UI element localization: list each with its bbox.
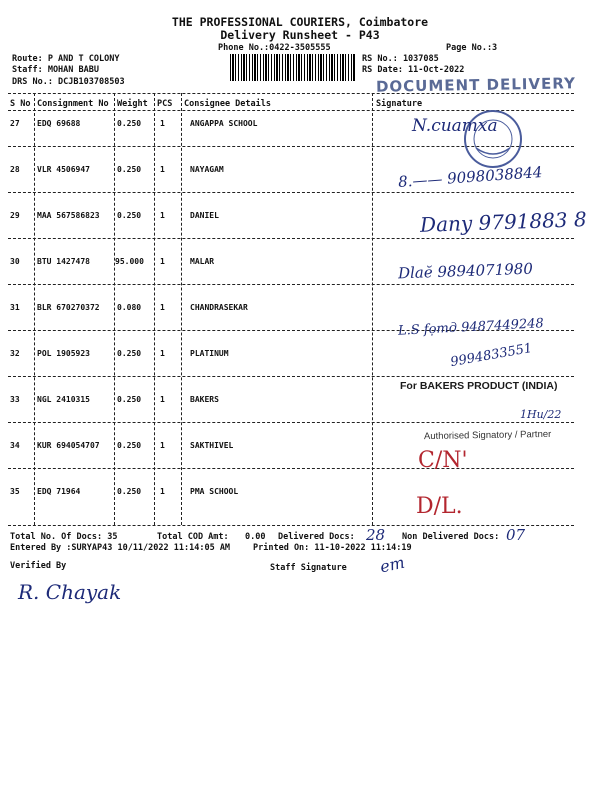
total-cod-value: 0.00 (245, 532, 266, 542)
row-consignment: VLR 4506947 (37, 165, 90, 174)
document-title: THE PROFESSIONAL COURIERS, Coimbatore (171, 15, 429, 29)
col-sno: S No (10, 99, 31, 109)
row-pcs: 1 (160, 165, 165, 174)
total-cod-label: Total COD Amt: (157, 532, 229, 542)
row-pcs: 1 (160, 211, 165, 220)
rs-date: RS Date: 11-Oct-2022 (362, 65, 465, 75)
row-weight: 0.250 (117, 349, 142, 358)
verified-by-label: Verified By (10, 561, 67, 571)
row-pcs: 1 (160, 303, 165, 312)
non-delivered-count: 07 (506, 526, 526, 544)
document-delivery-stamp: DOCUMENT DELIVERY (375, 74, 577, 96)
row-pcs: 1 (160, 487, 165, 496)
row-weight: 0.080 (117, 303, 142, 312)
company-stamp-name: For BAKERS PRODUCT (INDIA) (400, 380, 558, 392)
handwritten-date-33: 1Hu/22 (520, 408, 562, 421)
drs-number: DRS No.: DCJB103708503 (12, 77, 125, 87)
row-rule (8, 284, 574, 285)
total-docs: Total No. Of Docs: 35 (10, 532, 118, 542)
row-pcs: 1 (160, 257, 165, 266)
col-pcs: PCS (157, 99, 173, 109)
row-sno: 27 (10, 119, 20, 128)
row-pcs: 1 (160, 441, 165, 450)
row-consignee: MALAR (190, 257, 215, 266)
divider (372, 93, 373, 525)
row-consignee: PMA SCHOOL (190, 487, 239, 496)
row-sno: 32 (10, 349, 20, 358)
barcode (230, 54, 355, 81)
row-consignment: KUR 694054707 (37, 441, 100, 450)
handwritten-mark-35: D/L. (416, 494, 463, 519)
company-stamp-signatory: Authorised Signatory / Partner (423, 428, 552, 443)
row-pcs: 1 (160, 119, 165, 128)
row-consignment: NGL 2410315 (37, 395, 90, 404)
row-consignee: ANGAPPA SCHOOL (190, 119, 258, 128)
row-sno: 28 (10, 165, 20, 174)
phone-number: Phone No.:0422-3505555 (218, 43, 331, 53)
handwritten-sign-29: Dany 9791883 8 (419, 207, 588, 237)
row-consignee: NAYAGAM (190, 165, 224, 174)
row-weight: 0.250 (117, 211, 142, 220)
handwritten-sign-30: Dlaĕ 9894071980 (397, 259, 534, 283)
row-rule (8, 376, 574, 377)
rs-number: RS No.: 1037085 (362, 54, 439, 64)
delivered-docs-count: 28 (366, 526, 386, 544)
row-consignee: DANIEL (190, 211, 219, 220)
row-consignee: SAKTHIVEL (190, 441, 234, 450)
row-sno: 29 (10, 211, 20, 220)
row-sno: 35 (10, 487, 20, 496)
staff-signature-scribble: em (378, 552, 407, 577)
delivered-docs-label: Delivered Docs: (278, 532, 355, 542)
verified-signature: R. Chayak (18, 580, 122, 604)
handwritten-sign-28: 8.—— 9098038844 (397, 162, 543, 192)
row-consignment: EDQ 69688 (37, 119, 81, 128)
printed-on: Printed On: 11-10-2022 11:14:19 (253, 543, 412, 553)
col-signature: Signature (376, 99, 423, 109)
row-consignment: MAA 567586823 (37, 211, 100, 220)
row-weight: 0.250 (117, 487, 142, 496)
row-weight: 95.000 (115, 257, 144, 266)
row-rule (8, 422, 574, 423)
col-consignee: Consignee Details (184, 99, 271, 109)
route: Route: P AND T COLONY (12, 54, 120, 64)
row-sno: 31 (10, 303, 20, 312)
table-bottom-rule (8, 525, 574, 526)
row-pcs: 1 (160, 349, 165, 358)
row-sno: 33 (10, 395, 20, 404)
runsheet-title: Delivery Runsheet - P43 (220, 28, 380, 42)
row-consignee: PLATINUM (190, 349, 229, 358)
row-sno: 30 (10, 257, 20, 266)
staff-signature-label: Staff Signature (270, 563, 347, 573)
row-consignee: CHANDRASEKAR (190, 303, 248, 312)
row-consignee: BAKERS (190, 395, 219, 404)
row-rule (8, 238, 574, 239)
row-sno: 34 (10, 441, 20, 450)
row-consignment: POL 1905923 (37, 349, 90, 358)
divider (154, 93, 155, 525)
staff-name: Staff: MOHAN BABU (12, 65, 99, 75)
row-consignment: BTU 1427478 (37, 257, 90, 266)
non-delivered-label: Non Delivered Docs: (402, 532, 500, 542)
row-weight: 0.250 (117, 441, 142, 450)
row-weight: 0.250 (117, 119, 142, 128)
page-number: Page No.:3 (446, 43, 498, 53)
handwritten-mark-34: C/N' (418, 448, 468, 473)
col-weight: Weight (117, 99, 148, 109)
table-top-rule (8, 93, 574, 94)
row-consignment: EDQ 71964 (37, 487, 81, 496)
row-weight: 0.250 (117, 395, 142, 404)
divider (181, 93, 182, 525)
handwritten-sign-32: 9994833551 (449, 340, 534, 371)
entered-by: Entered By :SURYAP43 10/11/2022 11:14:05 AM (10, 543, 231, 553)
row-consignment: BLR 670270372 (37, 303, 100, 312)
divider (34, 93, 35, 525)
row-rule (8, 192, 574, 193)
row-weight: 0.250 (117, 165, 142, 174)
handwritten-sign-31: L.S fọmд 9487449248 (397, 316, 545, 339)
handwritten-sign-27: N.cиатха (412, 116, 498, 136)
col-consignment: Consignment No (37, 99, 109, 109)
divider (114, 93, 115, 525)
row-pcs: 1 (160, 395, 165, 404)
row-rule (8, 468, 574, 469)
